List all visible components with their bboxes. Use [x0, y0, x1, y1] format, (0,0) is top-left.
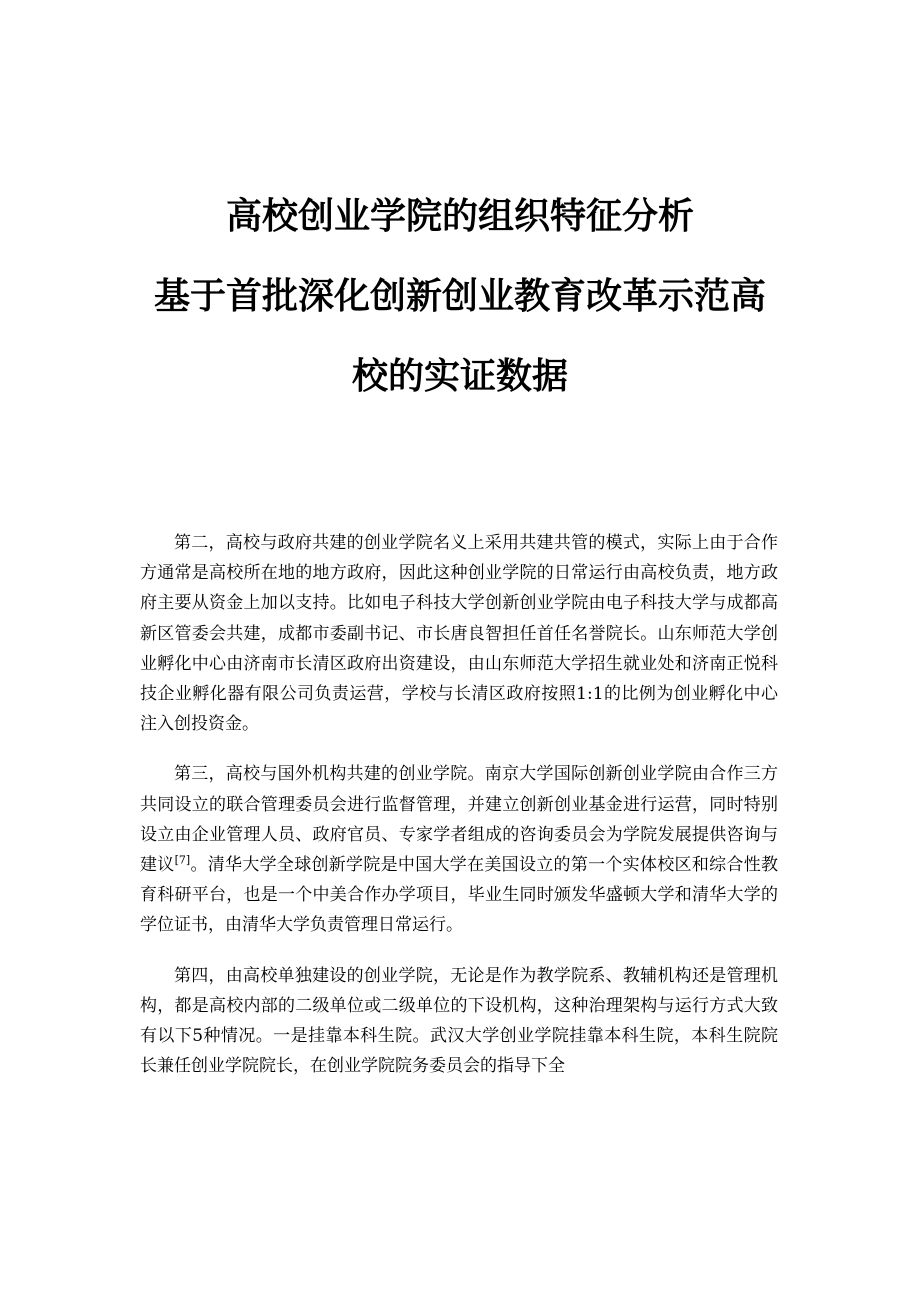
- paragraph-second: 第二，高校与政府共建的创业学院名义上采用共建共管的模式，实际上由于合作方通常是高校所在地的地方政府，因此这种创业学院的日常运行由高校负责，地方政府主要从资金上加以支持。比如电子科技大学创新创业学院由电子科技大学与成都高新区管委会共建，成都市委副书记、市长唐良智担任首任名誉院长。山东师范大学创业孵化中心由济南市长清区政府出资建设，由山东师范大学招生就业处和济南正悦科技企业孵化器有限公司负责运营，学校与长清区政府按照1:1的比例为创业孵化中心注入创投资金。: [140, 533, 778, 735]
- paragraph-third-text-b: 。清华大学全球创新学院是中国大学在美国设立的第一个实体校区和综合性教育科研平台，也是一个中美合作办学项目，毕业生同时颁发华盛顿大学和清华大学的学位证书，由清华大学负责管理日常运行。: [140, 855, 778, 936]
- title-line-3: 校的实证数据: [351, 355, 568, 397]
- document-title: [0, 186, 920, 426]
- citation-marker: [7]: [174, 853, 191, 867]
- paragraph-third-text-a: 第三，高校与国外机构共建的创业学院。南京大学国际创新创业学院由合作三方共同设立的联合管理委员会进行监督管理，并建立创新创业基金进行运营，同时特别设立由企业管理人员、政府官员、专家学者组成的咨询委员会为学院发展提供咨询与建议: [140, 764, 778, 876]
- title-line-1: 高校创业学院的组织特征分析: [225, 195, 694, 237]
- document-body: [140, 528, 778, 1101]
- paragraph-third: [140, 759, 778, 940]
- paragraph-fourth: 第四，由高校单独建设的创业学院，无论是作为教学院系、教辅机构还是管理机构，都是高校内部的二级单位或二级单位的下设机构，这种治理架构与运行方式大致有以下5种情况。一是挂靠本科生院。武汉大学创业学院挂靠本科生院，本科生院院长兼任创业学院院长，在创业学院院务委员会的指导下全: [140, 965, 778, 1077]
- title-line-2: 基于首批深化创新创业教育改革示范高: [153, 275, 766, 317]
